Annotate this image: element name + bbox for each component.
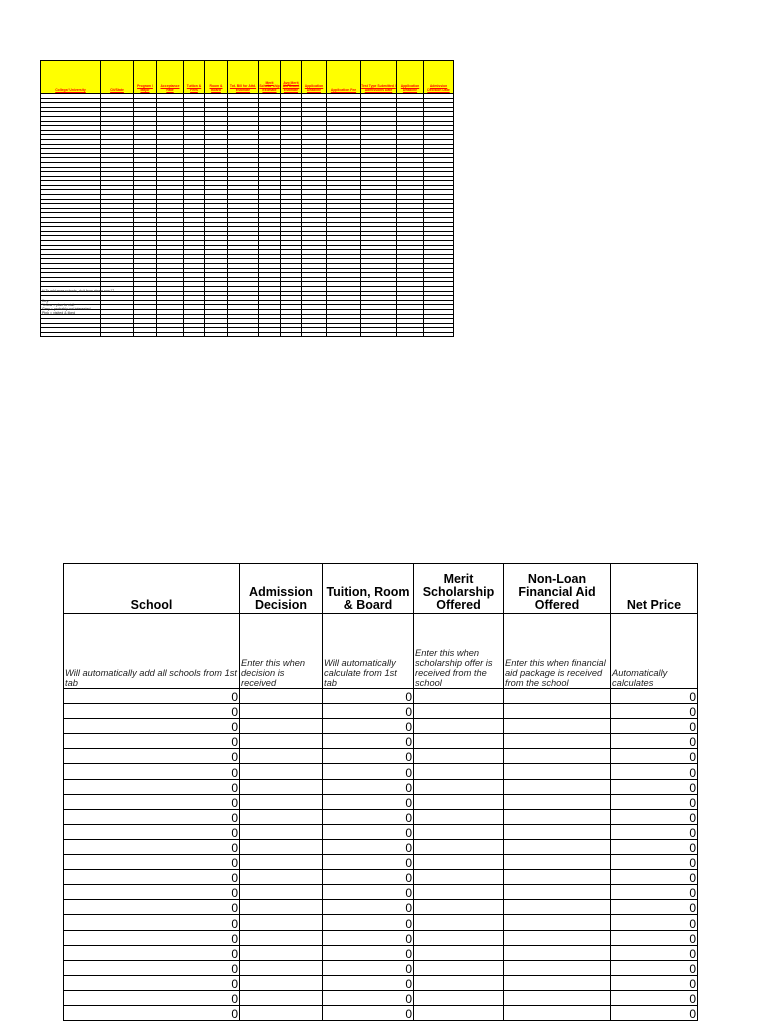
net-price-cell[interactable] <box>504 719 611 734</box>
college-list-cell[interactable] <box>205 332 228 337</box>
net-price-cell[interactable] <box>240 990 323 1005</box>
college-list-col-header[interactable]: Merit Scholar ship Estimate <box>259 61 281 94</box>
college-list-col-header[interactable]: Avg Merit Aid Award Estimate <box>281 61 302 94</box>
net-price-cell[interactable] <box>240 885 323 900</box>
net-price-row <box>64 794 698 809</box>
net-price-cell[interactable] <box>504 975 611 990</box>
college-list-cell[interactable] <box>327 332 361 337</box>
net-price-cell[interactable]: 0 <box>611 824 698 839</box>
net-price-cell[interactable]: 0 <box>323 779 414 794</box>
net-price-cell[interactable]: 0 <box>611 945 698 960</box>
net-price-cell[interactable] <box>240 915 323 930</box>
net-price-cell[interactable]: 0 <box>611 960 698 975</box>
net-price-cell[interactable] <box>504 870 611 885</box>
instruction-cell[interactable]: Enter this when financial aid package is received from the school <box>504 614 611 689</box>
net-price-cell[interactable] <box>414 870 504 885</box>
net-price-cell[interactable]: 0 <box>64 960 240 975</box>
net-price-cell[interactable]: 0 <box>323 870 414 885</box>
net-price-cell[interactable]: 0 <box>64 764 240 779</box>
net-price-row <box>64 870 698 885</box>
college-list-cell[interactable] <box>41 332 101 337</box>
net-price-cell[interactable] <box>504 794 611 809</box>
key-line-grey: Grey = probably not interested <box>42 307 91 312</box>
net-price-cell[interactable]: 0 <box>611 809 698 824</box>
net-price-cell[interactable]: 0 <box>611 719 698 734</box>
college-list-col-header[interactable]: Admission Decision Date <box>424 61 454 94</box>
net-price-row <box>64 779 698 794</box>
net-price-cell[interactable] <box>240 900 323 915</box>
net-price-cell[interactable]: 0 <box>64 1005 240 1020</box>
college-list-col-header[interactable]: Program / Major <box>134 61 157 94</box>
net-price-cell[interactable] <box>414 945 504 960</box>
net-price-sheet <box>63 563 698 1021</box>
net-price-cell[interactable] <box>240 809 323 824</box>
net-price-cell[interactable]: 0 <box>64 749 240 764</box>
net-price-row <box>64 885 698 900</box>
net-price-cell[interactable] <box>414 764 504 779</box>
add-schools-note: ** To add more schools, do it from above row 17 <box>42 289 115 293</box>
net-price-cell[interactable] <box>240 734 323 749</box>
college-list-col-header[interactable]: Application Deadline <box>302 61 327 94</box>
net-price-cell[interactable] <box>504 689 611 704</box>
net-price-cell[interactable] <box>504 839 611 854</box>
net-price-cell[interactable]: 0 <box>323 900 414 915</box>
net-price-cell[interactable]: 0 <box>323 764 414 779</box>
college-list-col-header[interactable]: College/ University <box>41 61 101 94</box>
net-price-cell[interactable] <box>240 945 323 960</box>
net-price-cell[interactable]: 0 <box>611 839 698 854</box>
net-price-row <box>64 719 698 734</box>
net-price-row <box>64 900 698 915</box>
net-price-row <box>64 839 698 854</box>
net-price-cell[interactable] <box>504 900 611 915</box>
net-price-col-header[interactable]: Admission Decision <box>240 564 323 614</box>
college-list-cell[interactable] <box>281 332 302 337</box>
net-price-cell[interactable] <box>504 885 611 900</box>
net-price-cell[interactable]: 0 <box>64 779 240 794</box>
net-price-cell[interactable] <box>240 764 323 779</box>
net-price-cell[interactable] <box>240 794 323 809</box>
net-price-cell[interactable] <box>414 855 504 870</box>
net-price-cell[interactable] <box>414 794 504 809</box>
net-price-cell[interactable]: 0 <box>64 794 240 809</box>
college-list-cell[interactable] <box>134 332 157 337</box>
net-price-cell[interactable]: 0 <box>611 734 698 749</box>
net-price-cell[interactable] <box>504 855 611 870</box>
net-price-cell[interactable] <box>240 1005 323 1020</box>
net-price-row <box>64 689 698 704</box>
net-price-cell[interactable]: 0 <box>64 734 240 749</box>
net-price-row <box>64 855 698 870</box>
college-list-cell[interactable] <box>397 332 424 337</box>
net-price-cell[interactable]: 0 <box>611 900 698 915</box>
net-price-cell[interactable]: 0 <box>323 945 414 960</box>
net-price-cell[interactable] <box>240 839 323 854</box>
net-price-cell[interactable] <box>504 915 611 930</box>
net-price-cell[interactable]: 0 <box>611 870 698 885</box>
college-list-col-header[interactable]: Application Deadline <box>397 61 424 94</box>
net-price-cell[interactable]: 0 <box>323 704 414 719</box>
net-price-cell[interactable] <box>504 824 611 839</box>
net-price-row <box>64 809 698 824</box>
net-price-col-header[interactable]: Tuition, Room & Board <box>323 564 414 614</box>
net-price-cell[interactable] <box>414 824 504 839</box>
net-price-header-row <box>64 564 698 614</box>
net-price-cell[interactable] <box>414 930 504 945</box>
college-list-cell[interactable] <box>259 332 281 337</box>
net-price-cell[interactable]: 0 <box>64 704 240 719</box>
college-list-cell[interactable] <box>228 332 259 337</box>
college-list-col-header[interactable]: Test Type Submitted / Admissions Date <box>361 61 397 94</box>
net-price-cell[interactable]: 0 <box>611 915 698 930</box>
net-price-cell[interactable] <box>414 839 504 854</box>
net-price-row <box>64 915 698 930</box>
college-list-cell[interactable] <box>361 332 397 337</box>
college-list-col-header[interactable]: Cit/State <box>101 61 134 94</box>
college-list-col-header[interactable]: Tuition & Fees <box>184 61 205 94</box>
net-price-cell[interactable]: 0 <box>64 809 240 824</box>
net-price-cell[interactable]: 0 <box>323 749 414 764</box>
net-price-cell[interactable]: 0 <box>64 689 240 704</box>
net-price-cell[interactable]: 0 <box>64 915 240 930</box>
college-list-row <box>41 332 454 337</box>
net-price-cell[interactable]: 0 <box>323 689 414 704</box>
net-price-cell[interactable]: 0 <box>611 779 698 794</box>
net-price-cell[interactable]: 0 <box>611 990 698 1005</box>
net-price-cell[interactable] <box>414 975 504 990</box>
net-price-row <box>64 990 698 1005</box>
net-price-col-header[interactable]: Net Price <box>611 564 698 614</box>
net-price-row <box>64 824 698 839</box>
net-price-cell[interactable] <box>240 779 323 794</box>
net-price-cell[interactable] <box>504 704 611 719</box>
college-list-col-header[interactable]: Room & Board <box>205 61 228 94</box>
college-list-cell[interactable] <box>101 332 134 337</box>
instruction-cell[interactable]: Automatically calculates <box>611 614 698 689</box>
instructions-row <box>64 614 698 689</box>
net-price-cell[interactable] <box>414 734 504 749</box>
net-price-cell[interactable]: 0 <box>611 975 698 990</box>
net-price-cell[interactable] <box>414 990 504 1005</box>
net-price-cell[interactable]: 0 <box>64 945 240 960</box>
net-price-cell[interactable] <box>414 900 504 915</box>
college-list-col-header[interactable]: Acceptance Rate <box>157 61 184 94</box>
net-price-cell[interactable] <box>240 930 323 945</box>
net-price-cell[interactable]: 0 <box>64 930 240 945</box>
net-price-col-header[interactable]: Non-Loan Financial Aid Offered <box>504 564 611 614</box>
instruction-cell[interactable]: Enter this when scholarship offer is received from the school <box>414 614 504 689</box>
net-price-row <box>64 704 698 719</box>
net-price-cell[interactable]: 0 <box>64 855 240 870</box>
net-price-cell[interactable]: 0 <box>323 960 414 975</box>
net-price-row <box>64 960 698 975</box>
net-price-cell[interactable]: 0 <box>611 855 698 870</box>
net-price-cell[interactable] <box>414 779 504 794</box>
net-price-cell[interactable] <box>414 704 504 719</box>
net-price-cell[interactable]: 0 <box>64 824 240 839</box>
net-price-cell[interactable]: 0 <box>323 719 414 734</box>
net-price-cell[interactable]: 0 <box>64 990 240 1005</box>
net-price-cell[interactable] <box>414 689 504 704</box>
net-price-cell[interactable] <box>414 960 504 975</box>
college-list-cell[interactable] <box>424 332 454 337</box>
college-list-cell[interactable] <box>302 332 327 337</box>
net-price-cell[interactable] <box>504 990 611 1005</box>
net-price-row <box>64 1005 698 1020</box>
net-price-cell[interactable] <box>240 870 323 885</box>
net-price-cell[interactable]: 0 <box>64 975 240 990</box>
net-price-cell[interactable]: 0 <box>611 764 698 779</box>
net-price-cell[interactable] <box>240 855 323 870</box>
net-price-row <box>64 734 698 749</box>
net-price-cell[interactable]: 0 <box>323 855 414 870</box>
net-price-cell[interactable] <box>240 749 323 764</box>
net-price-cell[interactable] <box>504 779 611 794</box>
net-price-cell[interactable] <box>504 930 611 945</box>
net-price-cell[interactable] <box>414 915 504 930</box>
net-price-cell[interactable] <box>504 749 611 764</box>
net-price-cell[interactable] <box>504 1005 611 1020</box>
net-price-cell[interactable] <box>240 704 323 719</box>
net-price-cell[interactable]: 0 <box>611 794 698 809</box>
net-price-cell[interactable] <box>240 689 323 704</box>
net-price-cell[interactable]: 0 <box>64 900 240 915</box>
net-price-row <box>64 930 698 945</box>
net-price-cell[interactable] <box>504 945 611 960</box>
net-price-cell[interactable]: 0 <box>323 930 414 945</box>
college-list-cell[interactable] <box>184 332 205 337</box>
net-price-cell[interactable]: 0 <box>323 734 414 749</box>
key-line-pink: Pink = visited & liked <box>42 311 76 316</box>
net-price-row <box>64 764 698 779</box>
college-list-header-row <box>41 61 454 94</box>
college-list-sheet <box>40 60 454 337</box>
net-price-cell[interactable]: 0 <box>323 824 414 839</box>
net-price-cell[interactable] <box>414 749 504 764</box>
net-price-cell[interactable]: 0 <box>323 975 414 990</box>
net-price-cell[interactable]: 0 <box>323 915 414 930</box>
net-price-col-header[interactable]: Merit Scholarship Offered <box>414 564 504 614</box>
net-price-cell[interactable]: 0 <box>64 870 240 885</box>
net-price-row <box>64 945 698 960</box>
net-price-cell[interactable]: 0 <box>323 794 414 809</box>
net-price-cell[interactable] <box>414 885 504 900</box>
net-price-cell[interactable] <box>240 975 323 990</box>
color-key <box>42 299 90 315</box>
net-price-cell[interactable]: 0 <box>323 809 414 824</box>
net-price-cell[interactable] <box>504 809 611 824</box>
net-price-row <box>64 975 698 990</box>
net-price-cell[interactable] <box>414 719 504 734</box>
net-price-cell[interactable]: 0 <box>611 885 698 900</box>
net-price-cell[interactable]: 0 <box>323 990 414 1005</box>
college-list-col-header[interactable]: Tot. Bill for Attd. Estimate <box>228 61 259 94</box>
net-price-cell[interactable] <box>414 1005 504 1020</box>
net-price-cell[interactable]: 0 <box>611 704 698 719</box>
instruction-cell[interactable]: Enter this when decision is received <box>240 614 323 689</box>
net-price-cell[interactable]: 0 <box>323 885 414 900</box>
net-price-cell[interactable]: 0 <box>611 1005 698 1020</box>
net-price-cell[interactable]: 0 <box>64 885 240 900</box>
key-title: Key: <box>42 299 50 303</box>
college-list-col-header[interactable]: Application Fee <box>327 61 361 94</box>
college-list-cell[interactable] <box>157 332 184 337</box>
net-price-cell[interactable]: 0 <box>64 719 240 734</box>
net-price-cell[interactable]: 0 <box>323 839 414 854</box>
net-price-row <box>64 749 698 764</box>
net-price-cell[interactable] <box>240 719 323 734</box>
net-price-cell[interactable]: 0 <box>611 930 698 945</box>
net-price-cell[interactable]: 0 <box>323 1005 414 1020</box>
net-price-cell[interactable] <box>504 764 611 779</box>
net-price-col-header[interactable]: School <box>64 564 240 614</box>
instruction-cell[interactable]: Will automatically calculate from 1st tab <box>323 614 414 689</box>
net-price-cell[interactable]: 0 <box>611 749 698 764</box>
net-price-cell[interactable] <box>504 960 611 975</box>
net-price-cell[interactable] <box>504 734 611 749</box>
net-price-cell[interactable]: 0 <box>64 839 240 854</box>
net-price-cell[interactable] <box>240 960 323 975</box>
key-line-yellow: Yellow = plan to visit <box>42 303 75 308</box>
net-price-cell[interactable]: 0 <box>611 689 698 704</box>
net-price-cell[interactable] <box>414 809 504 824</box>
instruction-cell[interactable]: Will automatically add all schools from 1st tab <box>64 614 240 689</box>
net-price-cell[interactable] <box>240 824 323 839</box>
